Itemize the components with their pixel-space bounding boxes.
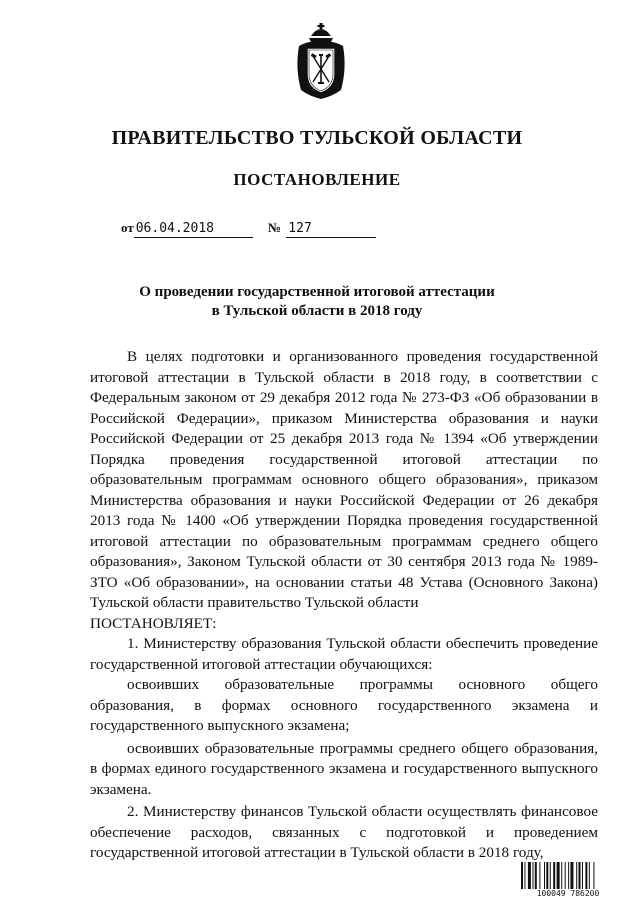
preamble-paragraph: В целях подготовки и организованного проведения государственной итоговой аттестации в Тульской области в 2018 году, в соответствии с Федеральным законом от 29 декабря 2012 года № 273-ФЗ «Об образовании в Российской Федерации», приказом Министерства образования и науки Российской Федерации от 25 декабря 2013 года № 1394 «Об утверждении Порядка проведения государственной итоговой аттестации по образовательным программам основного общего образования», приказом Министерства образования и науки Российской Федерации от 26 декабря 2013 года № 1400 «Об утверждении Порядка проведения государственной итоговой аттестации по образовательным программам среднего общего образования», Законом Тульской области от 30 сентября 2013 года № 1989-ЗТО «Об образовании», на основании статьи 48 Устава (Основного Закона) Тульской области правительство Тульской области [90, 348, 598, 611]
document-body [90, 347, 598, 864]
document-number: 127 [286, 221, 376, 238]
item-1-subitem: освоивших образовательные программы среднего общего образования, в формах единого государственного экзамена и государственного выпускного экзамена. [90, 739, 598, 798]
barcode-number: 100049 786200 [520, 889, 616, 898]
item-1-subitem: освоивших образовательные программы основного общего образования, в формах основного государственного экзамена и государственного выпускного экзамена; [90, 676, 598, 734]
decree-word: ПОСТАНОВЛЯЕТ: [90, 614, 217, 632]
document-meta [121, 220, 376, 238]
item-1-paragraph: 1. Министерству образования Тульской области обеспечить проведение государственной итоговой аттестации обучающихся: [90, 635, 598, 673]
document-subject [0, 283, 634, 321]
subject-line: О проведении государственной итоговой аттестации [139, 284, 495, 300]
item-2-paragraph: 2. Министерству финансов Тульской области осуществлять финансовое обеспечение расходов, связанных с подготовкой и проведением государственной итоговой аттестации в Тульской области в 2018 году, [90, 803, 598, 861]
date-label: от [121, 220, 134, 235]
government-title: ПРАВИТЕЛЬСТВО ТУЛЬСКОЙ ОБЛАСТИ [111, 127, 523, 149]
number-label: № [267, 220, 282, 235]
document-date: 06.04.2018 [134, 221, 253, 238]
subject-line: в Тульской области в 2018 году [211, 303, 423, 319]
document-type: ПОСТАНОВЛЕНИЕ [233, 170, 401, 189]
tula-coat-of-arms-icon [293, 20, 349, 100]
